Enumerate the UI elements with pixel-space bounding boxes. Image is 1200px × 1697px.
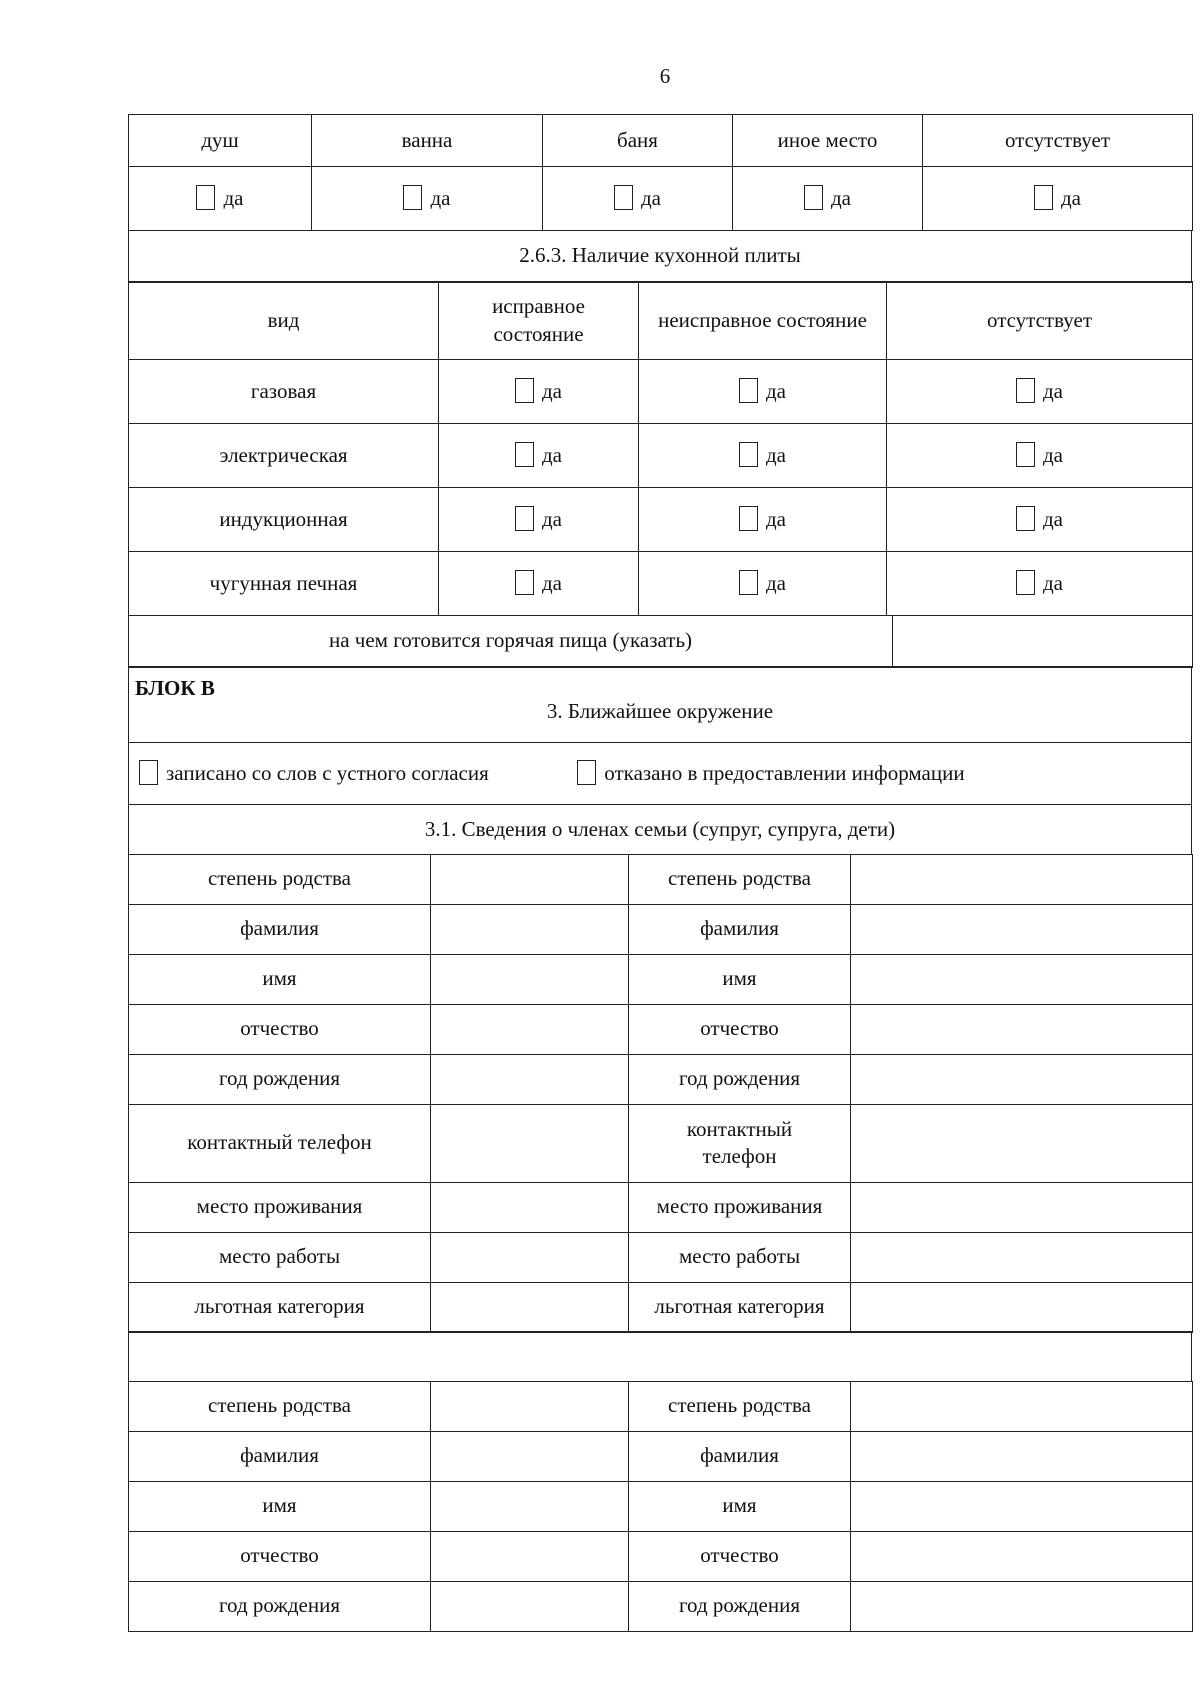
field-input[interactable] [431,854,629,904]
field-input[interactable] [431,1431,629,1481]
hot-food-label: на чем готовится горячая пища (указать) [129,615,893,667]
field-input[interactable] [851,1104,1193,1182]
field-input[interactable] [431,1531,629,1581]
washing-header: баня [543,115,733,167]
field-input[interactable] [851,1232,1193,1282]
field-label: имя [629,954,851,1004]
stove-checkbox[interactable] [515,506,534,531]
field-input[interactable] [431,1481,629,1531]
field-input[interactable] [431,1381,629,1431]
hot-food-input[interactable] [893,615,1193,667]
block-b-title: БЛОК В [135,676,215,700]
field-input[interactable] [851,904,1193,954]
field-input[interactable] [431,1054,629,1104]
field-input[interactable] [431,904,629,954]
field-label: имя [129,1481,431,1531]
refusal-checkbox[interactable] [577,760,596,785]
washing-header: ванна [312,115,543,167]
stove-checkbox[interactable] [739,506,758,531]
stove-checkbox[interactable] [739,378,758,403]
consent-checkbox[interactable] [139,760,158,785]
field-input[interactable] [851,1531,1193,1581]
field-label: место проживания [629,1182,851,1232]
stove-type: чугунная печная [129,552,439,616]
stove-checkbox[interactable] [1016,570,1035,595]
hot-food-table [128,615,1193,668]
stove-checkbox[interactable] [1016,506,1035,531]
page-number: 6 [659,64,671,88]
family-table-2 [128,1381,1193,1632]
field-input[interactable] [431,1282,629,1332]
refusal-label: отказано в предоставлении информации [604,760,965,785]
stove-type: электрическая [129,424,439,488]
field-input[interactable] [851,1481,1193,1531]
field-input[interactable] [851,1182,1193,1232]
stove-title-table [128,230,1192,283]
field-input[interactable] [851,1581,1193,1631]
field-input[interactable] [851,954,1193,1004]
stove-checkbox[interactable] [739,442,758,467]
field-label: фамилия [629,904,851,954]
field-label: степень родства [629,854,851,904]
stove-checkbox[interactable] [515,378,534,403]
field-label: место работы [629,1232,851,1282]
consent-label: записано со слов с устного согласия [166,760,489,785]
stove-section-title: 2.6.3. Наличие кухонной плиты [129,230,1192,282]
washing-header: иное место [733,115,923,167]
field-label: отчество [629,1531,851,1581]
stove-header: исправное состояние [439,282,639,360]
washing-checkbox[interactable] [804,185,823,210]
stove-checkbox[interactable] [515,442,534,467]
field-label: место работы [129,1232,431,1282]
washing-header: душ [129,115,312,167]
blank-row [129,1332,1192,1382]
field-input[interactable] [431,1581,629,1631]
field-label: контактный телефон [629,1104,851,1182]
stove-type: индукционная [129,488,439,552]
washing-checkbox[interactable] [1034,185,1053,210]
field-label: степень родства [629,1381,851,1431]
field-input[interactable] [431,1232,629,1282]
stove-header: вид [129,282,439,360]
field-input[interactable] [431,1104,629,1182]
stove-checkbox[interactable] [739,570,758,595]
field-label: год рождения [629,1581,851,1631]
block-b-subtitle: 3. Ближайшее окружение [546,699,774,724]
field-label: степень родства [129,1381,431,1431]
washing-table: душ ванна баня иное место отсутствует да да да да да [128,114,1193,231]
field-label: контактный телефон [129,1104,431,1182]
field-label: отчество [129,1531,431,1581]
field-label: место проживания [129,1182,431,1232]
field-input[interactable] [851,854,1193,904]
field-input[interactable] [851,1004,1193,1054]
stove-checkbox[interactable] [515,570,534,595]
field-input[interactable] [851,1381,1193,1431]
field-label: фамилия [629,1431,851,1481]
field-input[interactable] [431,1004,629,1054]
field-input[interactable] [851,1431,1193,1481]
field-input[interactable] [431,954,629,1004]
field-input[interactable] [851,1282,1193,1332]
field-input[interactable] [431,1182,629,1232]
field-label: льготная категория [129,1282,431,1332]
field-label: год рождения [129,1054,431,1104]
washing-checkbox[interactable] [196,185,215,210]
field-label: степень родства [129,854,431,904]
washing-checkbox[interactable] [614,185,633,210]
washing-header: отсутствует [923,115,1193,167]
family-table-1 [128,854,1193,1333]
field-input[interactable] [851,1054,1193,1104]
spacer-row [128,1331,1192,1382]
washing-checkbox[interactable] [403,185,422,210]
field-label: фамилия [129,1431,431,1481]
form-page [128,114,1192,1632]
stove-type: газовая [129,360,439,424]
field-label: отчество [629,1004,851,1054]
family-section-title: 3.1. Сведения о членах семьи (супруг, супруга, дети) [129,805,1192,855]
stove-checkbox[interactable] [1016,442,1035,467]
field-label: фамилия [129,904,431,954]
field-label: льготная категория [629,1282,851,1332]
field-label: отчество [129,1004,431,1054]
stove-checkbox[interactable] [1016,378,1035,403]
stove-header: неисправное состояние [639,282,887,360]
block-b-table [128,666,1192,855]
stove-table: вид исправное состояние неисправное состояние отсутствует газовая да да да электрическая да да да индукционная да да да чугунная печная да да да [128,281,1193,616]
field-label: год рождения [129,1581,431,1631]
field-label: имя [629,1481,851,1531]
field-label: имя [129,954,431,1004]
field-label: год рождения [629,1054,851,1104]
stove-header: отсутствует [887,282,1193,360]
